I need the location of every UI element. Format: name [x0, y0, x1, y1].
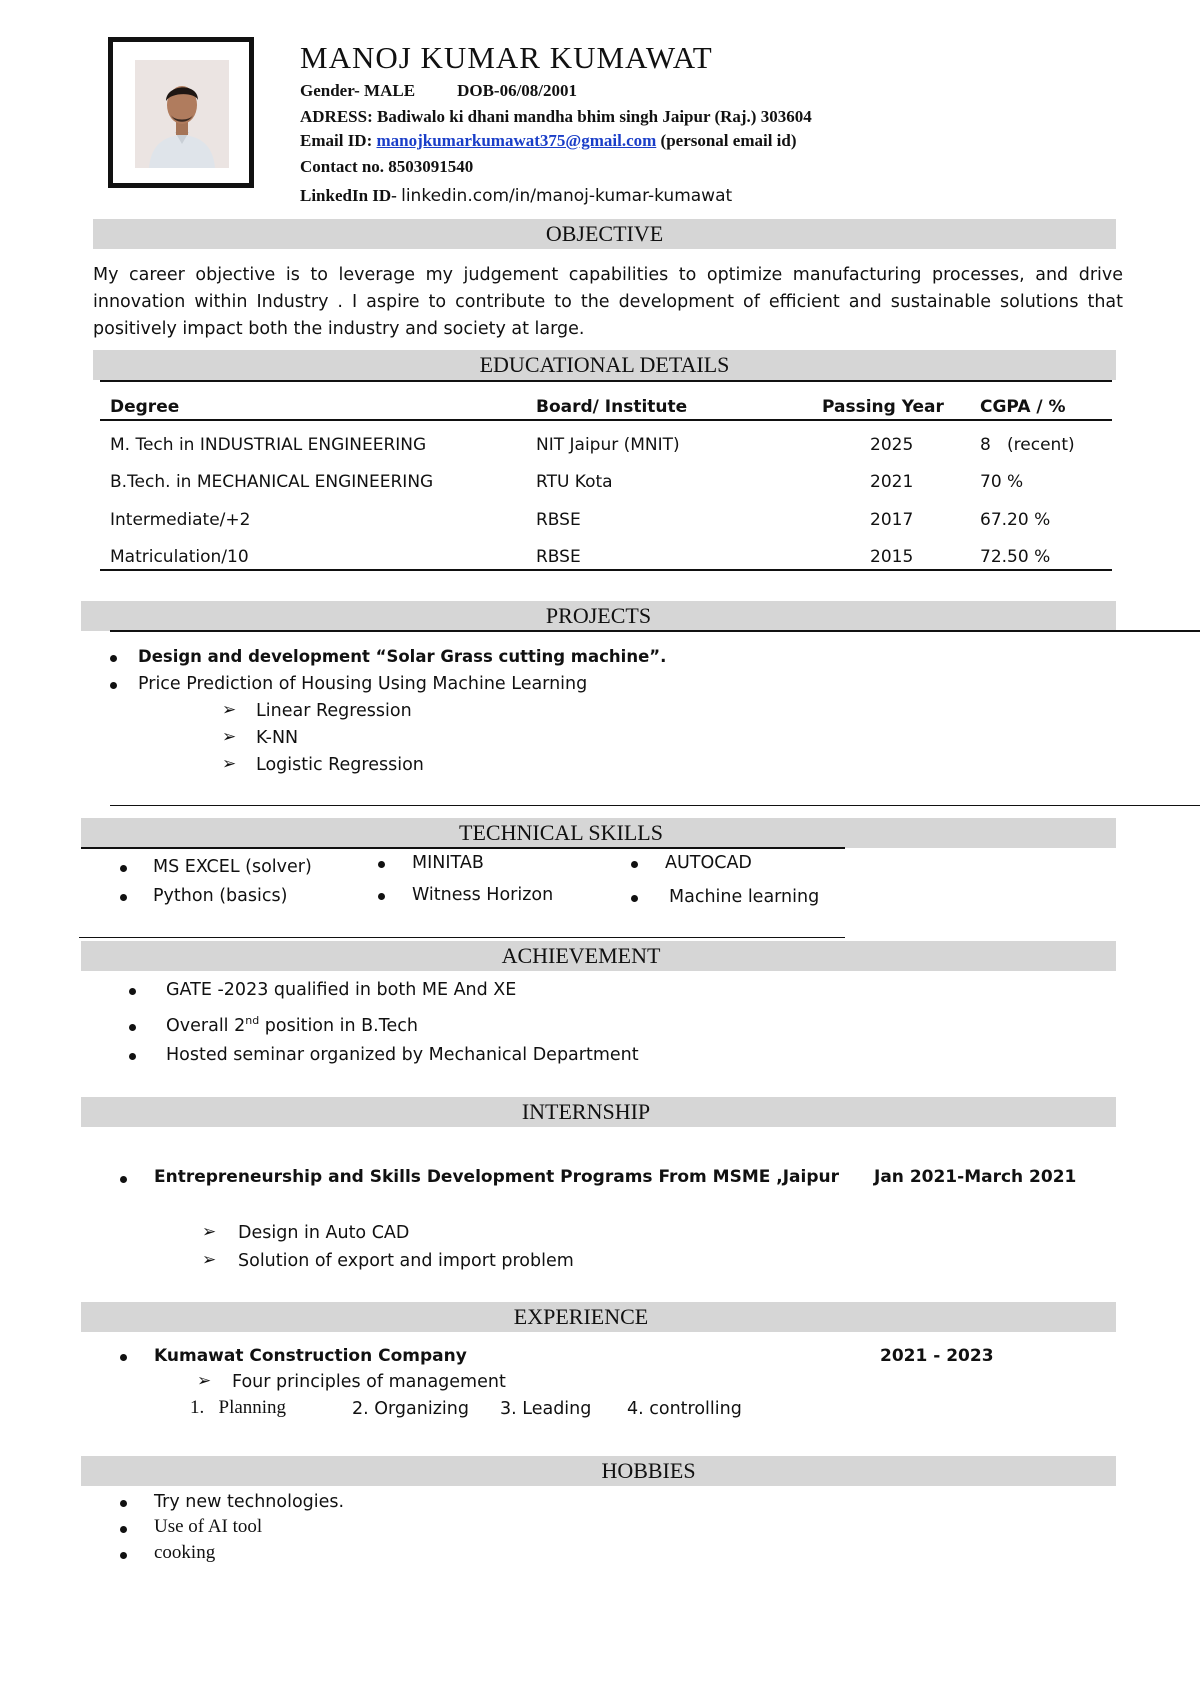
principle-item: 2. Organizing	[352, 1399, 469, 1419]
edu-header-year: Passing Year	[822, 397, 944, 417]
bullet	[120, 1354, 127, 1361]
education-top-rule	[100, 380, 1112, 382]
edu-cell: RTU Kota	[536, 472, 613, 492]
edu-cell: Intermediate/+2	[110, 510, 251, 530]
education-bar	[93, 350, 1116, 380]
achievement-item: GATE -2023 qualified in both ME And XE	[166, 980, 517, 1000]
skill-item: MINITAB	[412, 853, 484, 873]
experience-title: EXPERIENCE	[513, 1304, 649, 1329]
edu-cell: NIT Jaipur (MNIT)	[536, 435, 680, 455]
bullet	[110, 682, 117, 689]
address: ADRESS: Badiwalo ki dhani mandha bhim singh Jaipur (Raj.) 303604	[300, 107, 812, 126]
achievement-item: Hosted seminar organized by Mechanical Department	[166, 1045, 639, 1065]
bullet	[120, 894, 127, 901]
hobbies-title: HOBBIES	[601, 1458, 696, 1483]
edu-cell: 2015	[870, 547, 914, 567]
bullet	[631, 895, 638, 902]
hobby-item: Try new technologies.	[154, 1492, 345, 1512]
education-bottom-rule	[100, 569, 1112, 571]
skills-bottom-rule	[79, 937, 845, 938]
projects-bar	[81, 601, 1116, 631]
edu-header-degree: Degree	[110, 397, 180, 417]
education-title: EDUCATIONAL DETAILS	[479, 352, 730, 377]
project-sub-item: Linear Regression	[256, 701, 412, 721]
experience-company: Kumawat Construction Company	[154, 1346, 467, 1366]
internship-duration: Jan 2021-March 2021	[874, 1167, 1077, 1187]
bullet	[129, 988, 136, 995]
edu-cell: Matriculation/10	[110, 547, 249, 567]
objective-text: My career objective is to leverage my judgement capabilities to optimize manufacturing processes, and drive innovation within Industry . I aspire to contribute to the development of efficient and sustainable solutions that positively impact both the industry and society at large.	[93, 265, 1123, 339]
email-note: (personal email id)	[656, 131, 797, 150]
internship-sub-item: Design in Auto CAD	[238, 1223, 410, 1243]
edu-cell: RBSE	[536, 510, 581, 530]
achievement-bar	[81, 941, 1116, 971]
bullet	[378, 861, 385, 868]
skill-item: MS EXCEL (solver)	[153, 857, 312, 877]
arrow-bullet-icon: ➢	[202, 1222, 217, 1242]
internship-title: INTERNSHIP	[521, 1099, 651, 1124]
hobby-item: cooking	[154, 1542, 216, 1563]
skill-item: Python (basics)	[153, 886, 288, 906]
skills-bar	[81, 818, 1116, 848]
bullet	[120, 1176, 127, 1183]
edu-cell: 70 %	[980, 472, 1024, 492]
edu-cell: 8 (recent)	[980, 435, 1075, 455]
projects-bottom-rule	[110, 805, 1200, 806]
edu-header-cgpa: CGPA / %	[980, 397, 1066, 417]
edu-cell: M. Tech in INDUSTRIAL ENGINEERING	[110, 435, 427, 455]
edu-header-board: Board/ Institute	[536, 397, 688, 417]
skill-item: Witness Horizon	[412, 885, 554, 905]
experience-sub-item: Four principles of management	[232, 1372, 506, 1392]
dob: DOB-06/08/2001	[457, 81, 578, 100]
skills-title: TECHNICAL SKILLS	[459, 820, 663, 845]
arrow-bullet-icon: ➢	[222, 754, 237, 774]
achievement-title: ACHIEVEMENT	[501, 943, 661, 968]
gender: Gender- MALE	[300, 81, 416, 100]
achievement-item2-pre: Overall 2	[166, 1015, 246, 1036]
linkedin-line	[300, 186, 732, 206]
skills-top-rule	[81, 847, 845, 849]
linkedin-label: LinkedIn ID-	[300, 186, 402, 205]
gender-dob-line	[300, 81, 577, 101]
internship-program: Entrepreneurship and Skills Development Programs From MSME ,Jaipur	[154, 1167, 840, 1187]
project-item: Design and development “Solar Grass cutting machine”.	[138, 647, 667, 666]
hobbies-bar	[81, 1456, 1116, 1486]
profile-photo	[135, 60, 229, 168]
linkedin-url[interactable]: linkedin.com/in/manoj-kumar-kumawat	[401, 186, 733, 206]
project-item: Price Prediction of Housing Using Machine Learning	[138, 674, 588, 694]
email-line	[300, 131, 797, 151]
bullet	[129, 1053, 136, 1060]
email-label: Email ID:	[300, 131, 377, 150]
objective-bar	[93, 219, 1116, 249]
edu-cell: RBSE	[536, 547, 581, 567]
hobby-item: Use of AI tool	[154, 1516, 263, 1537]
principle-item: 1. Planning	[190, 1397, 287, 1418]
bullet	[631, 861, 638, 868]
email-link[interactable]: manojkumarkumawat375@gmail.com	[376, 131, 657, 150]
education-header-rule	[100, 419, 1112, 421]
experience-bar	[81, 1302, 1116, 1332]
bullet	[129, 1024, 136, 1031]
edu-cell: 2025	[870, 435, 914, 455]
arrow-bullet-icon: ➢	[202, 1250, 217, 1270]
projects-title: PROJECTS	[545, 603, 652, 628]
skill-item: AUTOCAD	[665, 853, 752, 873]
edu-cell: 2021	[870, 472, 914, 492]
skill-item: Machine learning	[669, 887, 820, 907]
objective-title: OBJECTIVE	[545, 221, 664, 246]
bullet	[110, 655, 117, 662]
project-sub-item: K-NN	[256, 728, 299, 748]
principle-item: 3. Leading	[500, 1399, 592, 1419]
bullet	[120, 1552, 127, 1559]
achievement-item2-post: position in B.Tech	[259, 1015, 418, 1036]
bullet	[378, 893, 385, 900]
achievement-item2-sup: nd	[245, 1014, 260, 1027]
bullet	[120, 1500, 127, 1507]
edu-cell: 67.20 %	[980, 510, 1051, 530]
arrow-bullet-icon: ➢	[222, 727, 237, 747]
internship-sub-item: Solution of export and import problem	[238, 1251, 574, 1271]
edu-cell: B.Tech. in MECHANICAL ENGINEERING	[110, 472, 434, 492]
achievement-item	[166, 1014, 418, 1036]
candidate-name: MANOJ KUMAR KUMAWAT	[300, 40, 713, 75]
bullet	[120, 1526, 127, 1533]
principle-item: 4. controlling	[627, 1399, 742, 1419]
edu-cell: 2017	[870, 510, 914, 530]
profile-photo-frame	[108, 37, 254, 188]
project-sub-item: Logistic Regression	[256, 755, 424, 775]
projects-top-rule	[110, 630, 1200, 632]
arrow-bullet-icon: ➢	[222, 700, 237, 720]
arrow-bullet-icon: ➢	[197, 1371, 212, 1391]
contact-number: Contact no. 8503091540	[300, 157, 474, 176]
edu-cell: 72.50 %	[980, 547, 1051, 567]
internship-bar	[81, 1097, 1116, 1127]
experience-years: 2021 - 2023	[880, 1346, 994, 1366]
bullet	[120, 865, 127, 872]
